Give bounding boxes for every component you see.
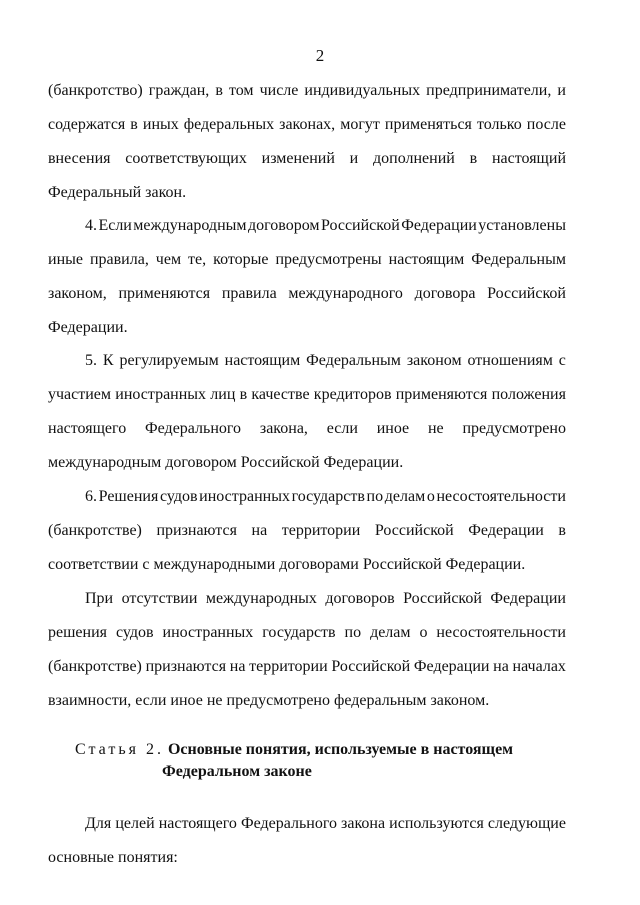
text-line — [48, 215, 566, 249]
word: правила — [221, 285, 277, 302]
word: предусмотрено — [462, 420, 566, 437]
word: следующие — [487, 815, 566, 832]
word: законом — [406, 352, 462, 369]
word: настоящим — [388, 251, 465, 268]
paragraph-foreign-creditors — [48, 350, 566, 486]
word: Решения — [98, 488, 159, 505]
word: началах — [512, 658, 566, 675]
word: не — [427, 420, 444, 437]
word: могут — [340, 116, 380, 133]
word: только — [476, 116, 522, 133]
word: судов — [159, 488, 198, 505]
text-line — [48, 249, 566, 283]
word: делам — [384, 488, 426, 505]
text-line — [48, 690, 566, 724]
word: Российской — [403, 590, 482, 607]
article-title-line-2: Федеральном законе — [162, 763, 312, 780]
text-line — [48, 813, 566, 847]
word: Федерации — [413, 658, 490, 675]
text-line — [48, 486, 566, 520]
text-line — [48, 80, 566, 114]
word: регулируемым — [119, 352, 219, 369]
word: Федеральным — [471, 251, 566, 268]
word: Федерации — [401, 217, 477, 234]
word: содержатся — [48, 116, 126, 133]
word: применяются — [395, 386, 488, 403]
word: Федеральный закон. — [48, 184, 187, 201]
word: (банкротство) — [48, 82, 143, 99]
word: несостоятельности — [436, 488, 566, 505]
word: качестве — [251, 386, 310, 403]
word: если — [326, 420, 358, 437]
word: применяться — [384, 116, 472, 133]
word: в — [130, 116, 138, 133]
word: Федеральным — [306, 352, 401, 369]
word: Если — [98, 217, 132, 234]
text-line — [48, 148, 566, 182]
word: применяются — [118, 285, 211, 302]
paragraph-foreign-court-decisions — [48, 486, 566, 588]
word: Российской — [320, 217, 400, 234]
word: лиц — [210, 386, 236, 403]
word: решения — [48, 624, 108, 641]
article-label: Статья 2. — [75, 741, 164, 758]
word: (банкротстве) — [48, 522, 142, 539]
word: судов — [115, 624, 154, 641]
word: международного — [288, 285, 403, 302]
word: признаются — [145, 658, 227, 675]
word: которые — [213, 251, 269, 268]
word: отношениям — [467, 352, 553, 369]
word: соответствующих — [125, 150, 247, 167]
text-line — [48, 622, 566, 656]
article-title-line-1: Основные понятия, используемые в настоящем — [167, 741, 514, 758]
word: Российской — [374, 522, 454, 539]
word: положения — [491, 386, 566, 403]
word: том — [228, 82, 254, 99]
text-line — [48, 384, 566, 418]
word: Российской — [331, 658, 411, 675]
word: целей — [115, 815, 155, 832]
word: 5. — [85, 352, 97, 369]
text-line — [48, 520, 566, 554]
word: предприниматели, — [426, 82, 552, 99]
word: соответствии с международными договорами Российской Федерации. — [48, 556, 526, 573]
word: иные — [48, 251, 83, 268]
word: те, — [188, 251, 207, 268]
word: иное — [376, 420, 410, 437]
word: предусмотрены — [275, 251, 382, 268]
word: настоящего — [158, 815, 237, 832]
word: законах, — [279, 116, 336, 133]
word: признаются — [156, 522, 237, 539]
word: о — [419, 624, 428, 641]
word: кредиторов — [313, 386, 392, 403]
word: Федерального — [240, 815, 337, 832]
word: государств — [262, 624, 336, 641]
text-line — [48, 656, 566, 690]
text-line — [48, 182, 566, 216]
word: числе — [259, 82, 299, 99]
text-line — [48, 418, 566, 452]
word: иных — [142, 116, 179, 133]
word: Российской — [487, 285, 566, 302]
word: закона — [341, 815, 386, 832]
text-line — [48, 283, 566, 317]
word: международных — [205, 590, 317, 607]
word: и — [557, 82, 566, 99]
word: на — [251, 522, 268, 539]
word: При — [85, 590, 114, 607]
text-line — [48, 452, 566, 486]
word: установлены — [478, 217, 566, 234]
word: 6. — [85, 488, 97, 505]
paragraph-bankruptcy-law-continuation — [48, 80, 566, 216]
word: договором — [247, 217, 320, 234]
word: дополнений — [373, 150, 455, 167]
word: основные понятия: — [48, 849, 178, 866]
page-number: 2 — [315, 46, 325, 65]
word: территории — [281, 522, 361, 539]
word: по — [366, 488, 384, 505]
word: изменений — [261, 150, 335, 167]
word: в — [215, 82, 223, 99]
paragraph-international-treaty — [48, 215, 566, 351]
word: международным договором Российской Федерации. — [48, 454, 404, 471]
text-line — [48, 588, 566, 622]
word: закона, — [259, 420, 308, 437]
word: внесения — [48, 150, 111, 167]
word: Федерации — [468, 522, 544, 539]
word: настоящий — [491, 150, 566, 167]
article-heading-line-1 — [75, 739, 555, 761]
word: в — [469, 150, 478, 167]
word: в — [239, 386, 248, 403]
word: 4. — [85, 217, 97, 234]
word: с — [558, 352, 566, 369]
word: чем — [155, 251, 182, 268]
word: на — [493, 658, 509, 675]
text-line — [48, 114, 566, 148]
word: (банкротстве) — [48, 658, 142, 675]
word: настоящим — [224, 352, 301, 369]
word: и — [349, 150, 359, 167]
word: государств — [291, 488, 365, 505]
word: после — [526, 116, 566, 133]
text-line — [48, 350, 566, 384]
word: несостоятельности — [436, 624, 566, 641]
word: Федерации — [490, 590, 566, 607]
word: правила, — [89, 251, 149, 268]
text-line — [48, 317, 566, 351]
text-line — [48, 847, 566, 881]
word: Для — [85, 815, 112, 832]
paragraph-definitions-intro — [48, 813, 566, 881]
article-heading — [75, 739, 555, 783]
word: в — [558, 522, 566, 539]
text-line — [48, 554, 566, 588]
word: взаимности, если иное не предусмотрено федеральным законом. — [48, 692, 490, 709]
word: используются — [389, 815, 484, 832]
word: по — [344, 624, 362, 641]
word: отсутствии — [121, 590, 198, 607]
word: на — [229, 658, 246, 675]
word: участием — [48, 386, 112, 403]
word: Федерации. — [48, 319, 128, 336]
word: законом, — [48, 285, 107, 302]
word: договоров — [325, 590, 395, 607]
word: граждан, — [148, 82, 210, 99]
word: Федерального — [145, 420, 242, 437]
word: о — [426, 488, 435, 505]
word: индивидуальных — [304, 82, 421, 99]
word: территории — [249, 658, 328, 675]
word: международным — [133, 217, 247, 234]
word: федеральных — [183, 116, 275, 133]
word: настоящего — [48, 420, 127, 437]
word: иностранных — [115, 386, 207, 403]
word: договора — [414, 285, 476, 302]
paragraph-reciprocity — [48, 588, 566, 724]
word: иностранных — [199, 488, 290, 505]
word: делам — [370, 624, 411, 641]
word: иностранных — [162, 624, 254, 641]
word: К — [102, 352, 114, 369]
